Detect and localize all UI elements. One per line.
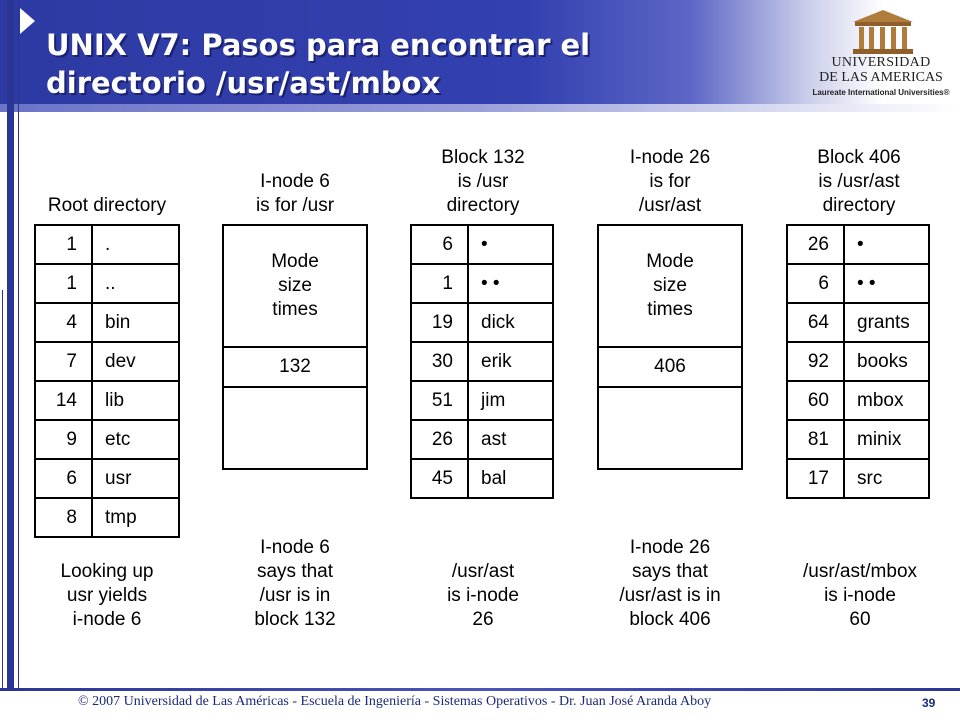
entry-inode: 45 <box>411 459 468 498</box>
header-line: Root directory <box>47 195 167 216</box>
entry-name: src <box>844 459 929 498</box>
inode26-attributes <box>599 226 741 348</box>
root-directory-caption <box>34 560 180 632</box>
header-line: I-node 26 <box>629 147 711 168</box>
caption-line: I-node 6 <box>260 537 330 558</box>
inode26-block-pointer: 406 <box>599 348 741 388</box>
inode6-box <box>222 224 368 470</box>
caption-line: says that <box>256 561 334 582</box>
entry-inode: 6 <box>787 264 844 303</box>
entry-name: tmp <box>92 498 179 537</box>
table-row <box>35 498 179 537</box>
caption-line: Looking up <box>60 561 154 582</box>
page-number: 39 <box>922 696 936 710</box>
caption-line: 26 <box>472 609 494 630</box>
attr-line: Mode <box>271 251 319 272</box>
title-line-2: directorio /usr/ast/mbox <box>46 66 441 100</box>
inode26-box <box>597 224 743 470</box>
entry-inode: 1 <box>411 264 468 303</box>
caption-line: is i-node <box>824 585 896 606</box>
table-row <box>411 264 553 303</box>
header-line: Block 132 <box>441 147 525 168</box>
table-row <box>411 381 553 420</box>
attr-line: times <box>272 299 318 320</box>
entry-name: .. <box>92 264 179 303</box>
inode6-header <box>222 170 368 218</box>
inode6-caption <box>222 536 368 632</box>
logo-text-laureate: Laureate International Universities® <box>812 88 950 97</box>
caption-line: block 132 <box>254 609 336 630</box>
entry-inode: 7 <box>35 342 92 381</box>
block132-table <box>410 224 554 499</box>
caption-line: says that <box>631 561 709 582</box>
caption-line: is i-node <box>447 585 519 606</box>
caption-line: usr yields <box>66 585 148 606</box>
entry-inode: 6 <box>35 459 92 498</box>
footer-divider <box>0 688 960 691</box>
table-row <box>787 381 929 420</box>
footer-copyright: © 2007 Universidad de Las Américas - Escuela de Ingeniería - Sistemas Operativos - Dr. Juan José Aranda Aboy <box>78 694 712 709</box>
entry-inode: 8 <box>35 498 92 537</box>
entry-name: books <box>844 342 929 381</box>
caption-line: 60 <box>849 609 871 630</box>
root-directory-table <box>34 224 180 538</box>
table-row <box>787 342 929 381</box>
header-line: /usr/ast <box>638 195 702 216</box>
entry-inode: 9 <box>35 420 92 459</box>
header-line: Block 406 <box>817 147 901 168</box>
entry-name: • <box>468 225 553 264</box>
entry-name: etc <box>92 420 179 459</box>
entry-inode: 92 <box>787 342 844 381</box>
entry-inode: 6 <box>411 225 468 264</box>
table-row <box>35 303 179 342</box>
entry-name: mbox <box>844 381 929 420</box>
block406-header <box>786 146 932 218</box>
attr-line: size <box>278 275 312 296</box>
caption-line: /usr/ast/mbox <box>802 561 918 582</box>
entry-inode: 26 <box>787 225 844 264</box>
table-row <box>411 342 553 381</box>
caption-line: /usr/ast is in <box>619 585 721 606</box>
entry-name: dick <box>468 303 553 342</box>
table-row <box>787 459 929 498</box>
table-row <box>411 225 553 264</box>
table-row <box>411 459 553 498</box>
entry-name: bal <box>468 459 553 498</box>
caption-line: I-node 26 <box>629 537 711 558</box>
entry-inode: 60 <box>787 381 844 420</box>
entry-name: • • <box>468 264 553 303</box>
inode6-attributes <box>224 226 366 348</box>
entry-inode: 26 <box>411 420 468 459</box>
entry-inode: 81 <box>787 420 844 459</box>
entry-inode: 17 <box>787 459 844 498</box>
entry-name: • <box>844 225 929 264</box>
entry-inode: 1 <box>35 264 92 303</box>
logo-text-de-las-americas: DE LAS AMERICAS <box>819 70 943 85</box>
table-row <box>35 381 179 420</box>
attr-line: Mode <box>646 251 694 272</box>
entry-inode: 51 <box>411 381 468 420</box>
inode26-caption <box>590 536 750 632</box>
entry-name: jim <box>468 381 553 420</box>
table-row <box>787 420 929 459</box>
table-row <box>35 342 179 381</box>
header-line: directory <box>822 195 896 216</box>
entry-inode: 64 <box>787 303 844 342</box>
header-line: is for /usr <box>255 195 335 216</box>
block406-table <box>786 224 930 499</box>
caption-line: /usr/ast <box>451 561 515 582</box>
entry-name: ast <box>468 420 553 459</box>
entry-name: lib <box>92 381 179 420</box>
inode6-block-pointer: 132 <box>224 348 366 388</box>
entry-inode: 1 <box>35 225 92 264</box>
title-line-1: UNIX V7: Pasos para encontrar el <box>46 28 591 62</box>
table-row <box>411 420 553 459</box>
entry-name: . <box>92 225 179 264</box>
entry-name: minix <box>844 420 929 459</box>
caption-line: block 406 <box>629 609 711 630</box>
entry-name: • • <box>844 264 929 303</box>
table-row <box>787 303 929 342</box>
header-line: is for <box>649 171 691 192</box>
entry-name: erik <box>468 342 553 381</box>
attr-line: size <box>653 275 687 296</box>
table-row <box>35 264 179 303</box>
entry-inode: 30 <box>411 342 468 381</box>
inode26-header <box>597 146 743 218</box>
table-row <box>35 225 179 264</box>
table-row <box>411 303 553 342</box>
logo-text-universidad: UNIVERSIDAD <box>831 55 931 70</box>
caption-line: /usr is in <box>259 585 331 606</box>
header-line: is /usr/ast <box>818 171 900 192</box>
block132-header <box>410 146 556 218</box>
table-row <box>787 225 929 264</box>
table-row <box>35 420 179 459</box>
entry-inode: 14 <box>35 381 92 420</box>
entry-name: grants <box>844 303 929 342</box>
table-row <box>35 459 179 498</box>
header-line: is /usr <box>457 171 509 192</box>
caption-line: i-node 6 <box>72 609 142 630</box>
entry-name: usr <box>92 459 179 498</box>
header-line: I-node 6 <box>260 171 330 192</box>
entry-inode: 19 <box>411 303 468 342</box>
block132-caption <box>410 560 556 632</box>
attr-line: times <box>647 299 693 320</box>
entry-name: dev <box>92 342 179 381</box>
root-directory-header <box>34 194 180 218</box>
table-row <box>787 264 929 303</box>
entry-inode: 4 <box>35 303 92 342</box>
header-line: directory <box>446 195 520 216</box>
entry-name: bin <box>92 303 179 342</box>
block406-caption <box>780 560 940 632</box>
